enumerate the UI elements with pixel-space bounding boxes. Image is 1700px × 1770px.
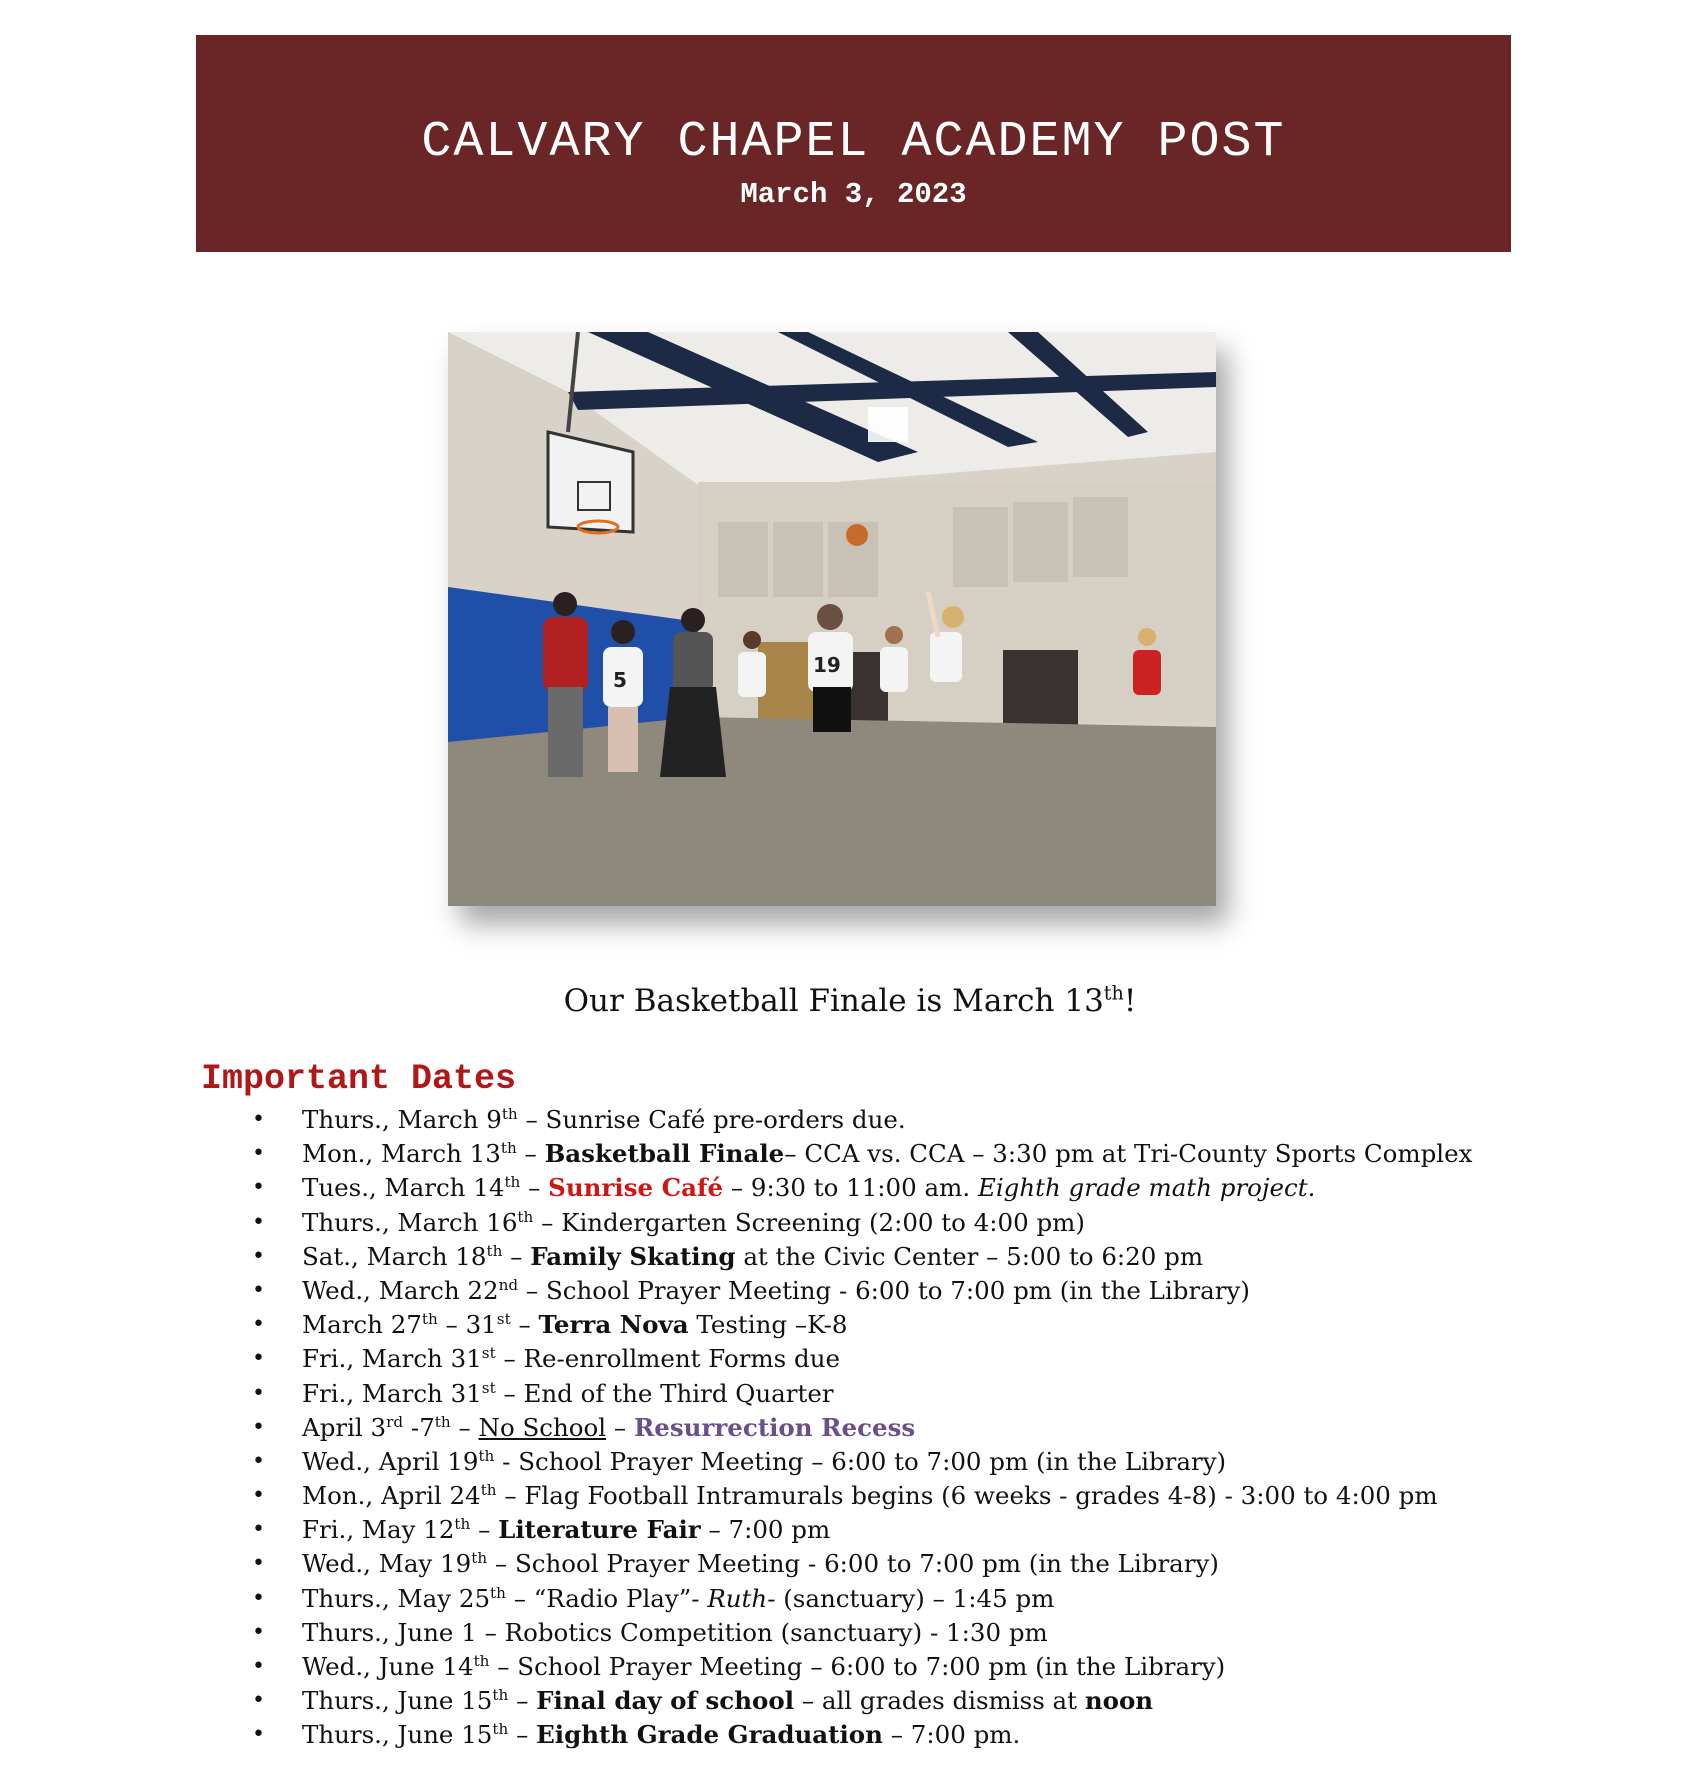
photo-caption — [0, 981, 1700, 1019]
list-item: • Mon., March 13th – Basketball Finale– CCA vs. CCA – 3:30 pm at Tri-County Sports Complex — [252, 1137, 1652, 1171]
list-item: • Thurs., March 9th – Sunrise Café pre-orders due. — [252, 1103, 1652, 1137]
list-item: • Fri., May 12th – Literature Fair – 7:00 pm — [252, 1513, 1652, 1547]
caption-sup: th — [1103, 981, 1124, 1005]
newsletter-title: CALVARY CHAPEL ACADEMY POST — [421, 114, 1286, 171]
list-item: • Thurs., June 15th – Final day of school – all grades dismiss at noon — [252, 1684, 1652, 1718]
list-item: • Thurs., June 1 – Robotics Competition (sanctuary) - 1:30 pm — [252, 1616, 1652, 1650]
list-item: • Wed., June 14th – School Prayer Meeting – 6:00 to 7:00 pm (in the Library) — [252, 1650, 1652, 1684]
list-item: • Wed., March 22nd – School Prayer Meeting - 6:00 to 7:00 pm (in the Library) — [252, 1274, 1652, 1308]
newsletter-banner — [196, 35, 1511, 252]
caption-text: Our Basketball Finale is March 13 — [563, 983, 1104, 1019]
list-item: • Wed., May 19th – School Prayer Meeting - 6:00 to 7:00 pm (in the Library) — [252, 1547, 1652, 1581]
jersey-number-19: 19 — [813, 653, 841, 677]
important-dates-heading: Important Dates — [201, 1059, 517, 1099]
list-item: • Thurs., May 25th – “Radio Play”- Ruth- (sanctuary) – 1:45 pm — [252, 1582, 1652, 1616]
list-item: • Thurs., March 16th – Kindergarten Screening (2:00 to 4:00 pm) — [252, 1206, 1652, 1240]
list-item: • Tues., March 14th – Sunrise Café – 9:30 to 11:00 am. Eighth grade math project. — [252, 1171, 1652, 1205]
list-item: • Mon., April 24th – Flag Football Intramurals begins (6 weeks - grades 4-8) - 3:00 to 4:00 pm — [252, 1479, 1652, 1513]
important-dates-list — [252, 1103, 1652, 1753]
list-item: • March 27th – 31st – Terra Nova Testing –K-8 — [252, 1308, 1652, 1342]
newsletter-date: March 3, 2023 — [740, 178, 967, 211]
caption-end: ! — [1123, 983, 1137, 1019]
jersey-number-5: 5 — [613, 668, 627, 692]
list-item: • Wed., April 19th - School Prayer Meeting – 6:00 to 7:00 pm (in the Library) — [252, 1445, 1652, 1479]
gym-illustration — [448, 332, 1216, 906]
list-item: • Fri., March 31st – Re-enrollment Forms due — [252, 1342, 1652, 1376]
list-item: • Thurs., June 15th – Eighth Grade Graduation – 7:00 pm. — [252, 1718, 1652, 1752]
list-item: • Sat., March 18th – Family Skating at the Civic Center – 5:00 to 6:20 pm — [252, 1240, 1652, 1274]
list-item: • Fri., March 31st – End of the Third Quarter — [252, 1377, 1652, 1411]
basketball-photo — [448, 332, 1216, 906]
list-item: • April 3rd -7th – No School – Resurrection Recess — [252, 1411, 1652, 1445]
